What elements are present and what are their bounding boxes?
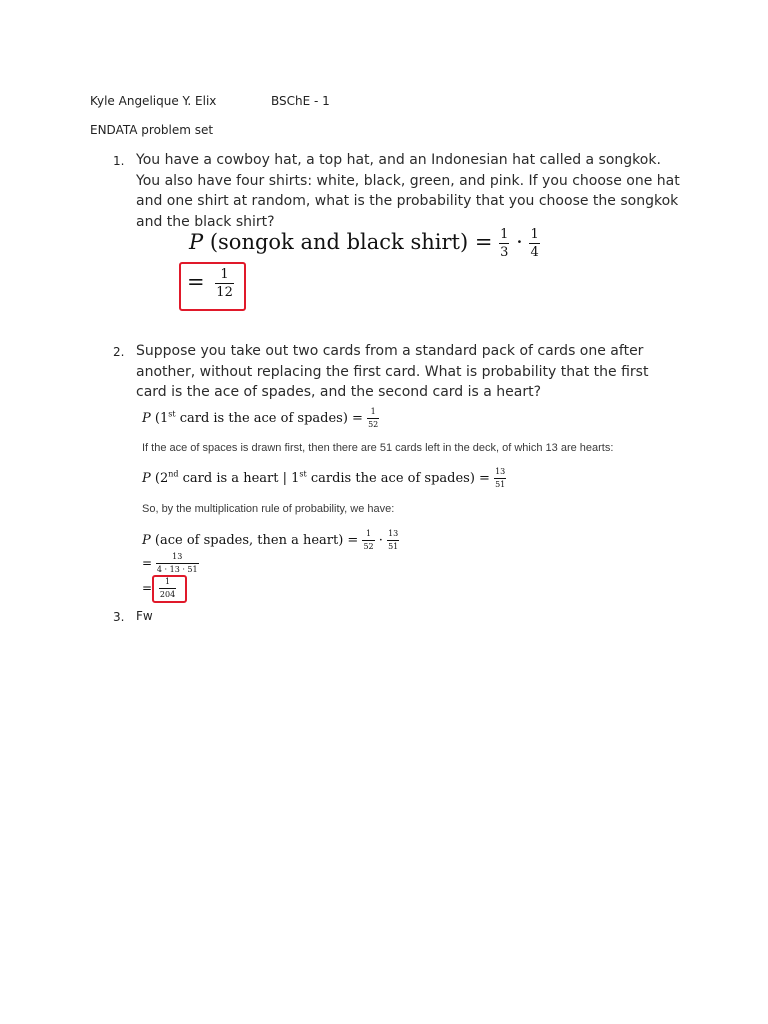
q2-note-cards-left: If the ace of spaces is drawn first, then there are 51 cards left in the deck, of which 13 are hearts: xyxy=(142,442,614,454)
q1-eq-f2-num: 1 xyxy=(530,227,539,242)
q2-l2-sup2: st xyxy=(299,469,307,479)
q2-l3-f1-num: 1 xyxy=(366,529,372,538)
q2-l2-sup: nd xyxy=(168,469,179,479)
q2-l2-p: P xyxy=(142,471,151,486)
q2-answer-fraction xyxy=(159,578,176,599)
q2-text: Suppose you take out two cards from a standard pack of cards one after another, without replacing the first card. What is probability that the first card is the ace of spades, and the second card is a heart? xyxy=(136,343,649,400)
q2-l1-fraction xyxy=(367,408,379,429)
q2-l1-sup: st xyxy=(168,409,176,419)
course-label: BSChE - 1 xyxy=(271,94,330,108)
q2-l2-num: 13 xyxy=(495,467,506,476)
q1-equation xyxy=(189,228,540,259)
q2-line-simplify xyxy=(142,553,199,574)
q2-l3-p: P xyxy=(142,533,151,548)
q2-l2-den: 51 xyxy=(495,480,506,489)
q1-eq-fraction-2 xyxy=(529,228,539,259)
document-title: ENDATA problem set xyxy=(90,123,214,137)
q2-answer-num: 1 xyxy=(164,577,171,586)
q2-l1-open: (1 xyxy=(154,411,169,426)
q1-eq-f2-den: 4 xyxy=(530,245,539,260)
q2-l2-fraction xyxy=(494,468,506,489)
author-name: Kyle Angelique Y. Elix xyxy=(90,94,217,108)
q2-number: 2. xyxy=(113,345,125,359)
q2-l2-mid: card is a heart | 1 xyxy=(178,471,300,486)
q1-eq-f1-den: 3 xyxy=(500,245,509,260)
q2-l1-num: 1 xyxy=(370,407,376,416)
q1-answer-den: 12 xyxy=(216,285,233,300)
q2-l1-rest: card is the ace of spades) = xyxy=(175,411,363,426)
q1-eq-p: P xyxy=(189,230,204,254)
q2-line-product xyxy=(142,530,399,551)
q2-answer-equals: = xyxy=(142,581,153,595)
q2-l4-num: 13 xyxy=(172,552,183,561)
q2-answer-den: 204 xyxy=(159,590,176,599)
q2-answer xyxy=(142,578,176,599)
q2-l2-open: (2 xyxy=(154,471,169,486)
q2-l2-rest: cardis the ace of spades) = xyxy=(306,471,490,486)
q1-answer xyxy=(187,268,234,299)
q1-number: 1. xyxy=(113,154,125,168)
q2-l3-rest: (ace of spades, then a heart) = xyxy=(154,533,359,548)
q3-text: Fw xyxy=(136,609,153,623)
q1-answer-num: 1 xyxy=(220,267,229,282)
q2-l3-f1-den: 52 xyxy=(363,542,374,551)
q1-answer-fraction xyxy=(215,268,234,299)
q2-l3-dot: · xyxy=(378,533,383,548)
q1-eq-dot: · xyxy=(516,230,523,254)
q2-line-conditional xyxy=(142,468,506,489)
q2-l3-fraction-1 xyxy=(362,530,374,551)
q2-note-multiplication-rule: So, by the multiplication rule of probability, we have: xyxy=(142,503,395,515)
q2-l4-fraction xyxy=(156,553,199,574)
q2-l3-fraction-2 xyxy=(387,530,399,551)
q2-l1-p: P xyxy=(142,411,151,426)
q1-answer-equals: = xyxy=(187,270,205,294)
q2-l3-f2-num: 13 xyxy=(388,529,399,538)
q1-text: You have a cowboy hat, a top hat, and an Indonesian hat called a songkok. You also have four shirts: white, black, green, and pink. If you choose one hat and one shirt at random, what is the probability that you choose the songkok and the black shirt? xyxy=(136,152,680,230)
q2-l4-den: 4 · 13 · 51 xyxy=(156,565,198,574)
q2-l3-f2-den: 51 xyxy=(388,542,399,551)
q2-l4-equals: = xyxy=(142,556,153,570)
q2-line-first-card xyxy=(142,408,379,429)
q3-number: 3. xyxy=(113,610,125,624)
q2-l1-den: 52 xyxy=(368,420,379,429)
q1-eq-fraction-1 xyxy=(499,228,509,259)
q1-eq-event: (songok and black shirt) = xyxy=(209,230,493,254)
q1-eq-f1-num: 1 xyxy=(500,227,509,242)
